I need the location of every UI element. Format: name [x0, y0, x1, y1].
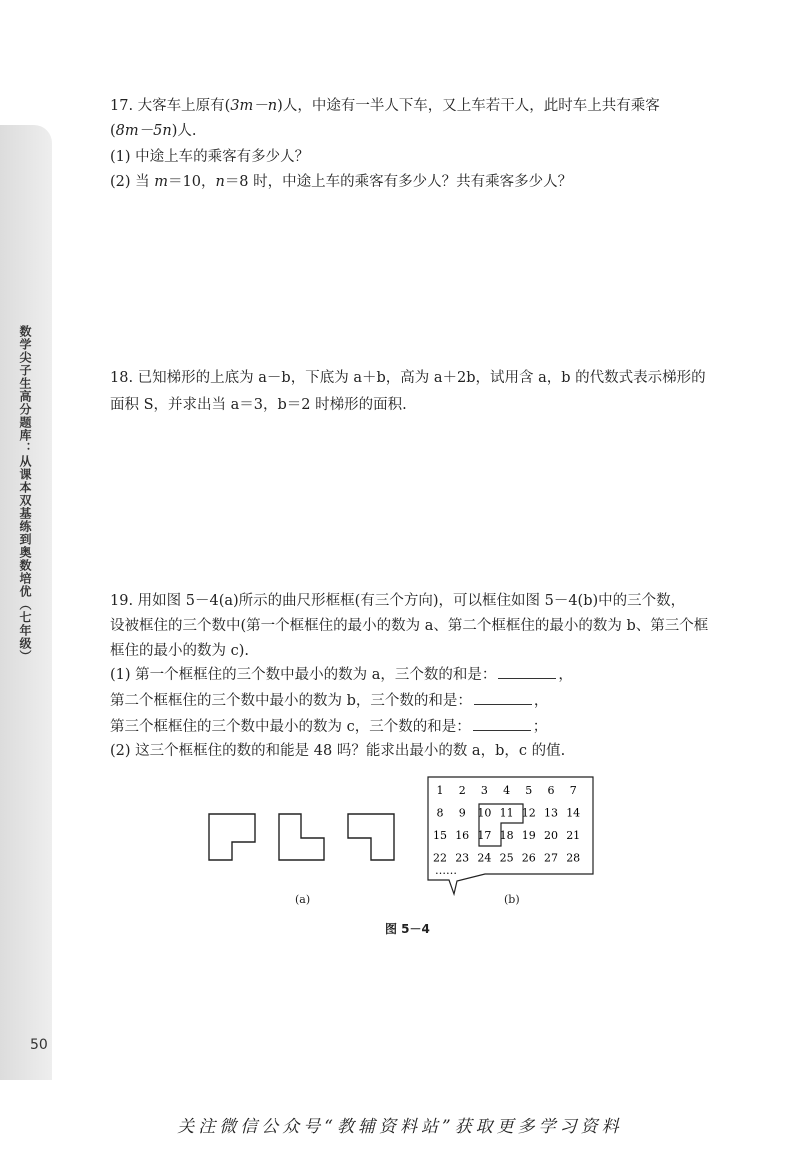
q19-sub2: (2) 这三个框框住的数的和能是 48 吗？能求出最小的数 a，b，c 的值.	[110, 743, 566, 759]
l-frame-1	[209, 814, 255, 860]
l-frame-2	[279, 814, 324, 860]
caption-b: (b)	[504, 893, 520, 906]
caption-a: (a)	[295, 893, 311, 906]
grid-number: 19	[521, 829, 536, 842]
q18-line1: 18. 已知梯形的上底为 a－b，下底为 a＋b，高为 a＋2b，试用含 a，b 的代数式表示梯形的	[110, 370, 706, 386]
grid-number: 7	[569, 784, 577, 797]
figure-a-shapes	[205, 812, 405, 867]
answer-blank-b[interactable]	[474, 690, 532, 705]
grid-number: 5	[525, 784, 533, 797]
page-number: 50	[30, 1037, 48, 1053]
grid-number: 23	[455, 851, 470, 865]
grid-number: 1	[436, 784, 444, 797]
q19-sub1b: 第二个框框住的三个数中最小的数为 b，三个数的和是： ，	[110, 690, 548, 711]
figure-title: 图 5－4	[385, 922, 430, 936]
grid-number: 8	[436, 806, 444, 820]
grid-number: 14	[566, 806, 581, 820]
grid-number: 3	[480, 784, 488, 797]
q18-line2: 面积 S，并求出当 a＝3，b＝2 时梯形的面积.	[110, 397, 407, 413]
l-frame-3	[348, 814, 394, 860]
q17-line2: (8m－5n)人.	[110, 123, 197, 139]
grid-number: 18	[499, 829, 514, 842]
q17-sub1: (1) 中途上车的乘客有多少人？	[110, 149, 310, 165]
sidebar	[0, 125, 52, 1080]
q17-line1: 17. 大客车上原有(3m－n)人，中途有一半人下车，又上车若干人，此时车上共有乘客	[110, 98, 660, 114]
q19-line2: 设被框住的三个数中(第一个框框住的最小的数为 a、第二个框框住的最小的数为 b、第三个框	[110, 618, 709, 634]
q19-sub1: (1) 第一个框框住的三个数中最小的数为 a，三个数的和是： ，	[110, 664, 573, 685]
grid-number: 21	[566, 829, 581, 842]
q19-sub1c: 第三个框框住的三个数中最小的数为 c，三个数的和是： ；	[110, 716, 547, 737]
grid-number: 20	[544, 829, 558, 842]
grid-number: 13	[544, 806, 558, 820]
grid-number: 12	[521, 806, 536, 820]
grid-number: 27	[544, 851, 558, 865]
grid-number: 9	[458, 806, 466, 820]
grid-numbers	[433, 784, 580, 877]
grid-number: 25	[499, 851, 514, 865]
footer-note: 关注微信公众号“教辅资料站”获取更多学习资料	[177, 1117, 623, 1137]
grid-number: 4	[503, 784, 511, 797]
q17-sub2: (2) 当 m＝10，n＝8 时，中途上车的乘客有多少人？共有乘客多少人？	[110, 174, 573, 190]
answer-blank-a[interactable]	[498, 664, 556, 679]
grid-number: 22	[433, 851, 447, 865]
grid-number: 17	[477, 829, 492, 842]
q19-line1: 19. 用如图 5－4(a)所示的曲尺形框框(有三个方向)，可以框住如图 5－4(b)中的三个数，	[110, 593, 686, 609]
grid-ellipsis: ……	[435, 864, 457, 877]
figure-b-grid	[427, 776, 597, 901]
grid-number: 6	[547, 784, 555, 797]
grid-number: 16	[455, 829, 470, 842]
grid-number: 28	[566, 851, 581, 865]
grid-number: 2	[458, 784, 466, 797]
grid-number: 15	[433, 829, 447, 842]
q19-line3: 框住的最小的数为 c).	[110, 643, 249, 659]
book-title: 数学尖子生高分题库：从课本双基练到奥数培优（七年级）	[18, 325, 32, 663]
grid-number: 26	[521, 851, 536, 865]
grid-number: 10	[477, 806, 492, 820]
grid-number: 11	[499, 806, 514, 820]
answer-blank-c[interactable]	[473, 716, 531, 731]
grid-number: 24	[477, 851, 492, 865]
